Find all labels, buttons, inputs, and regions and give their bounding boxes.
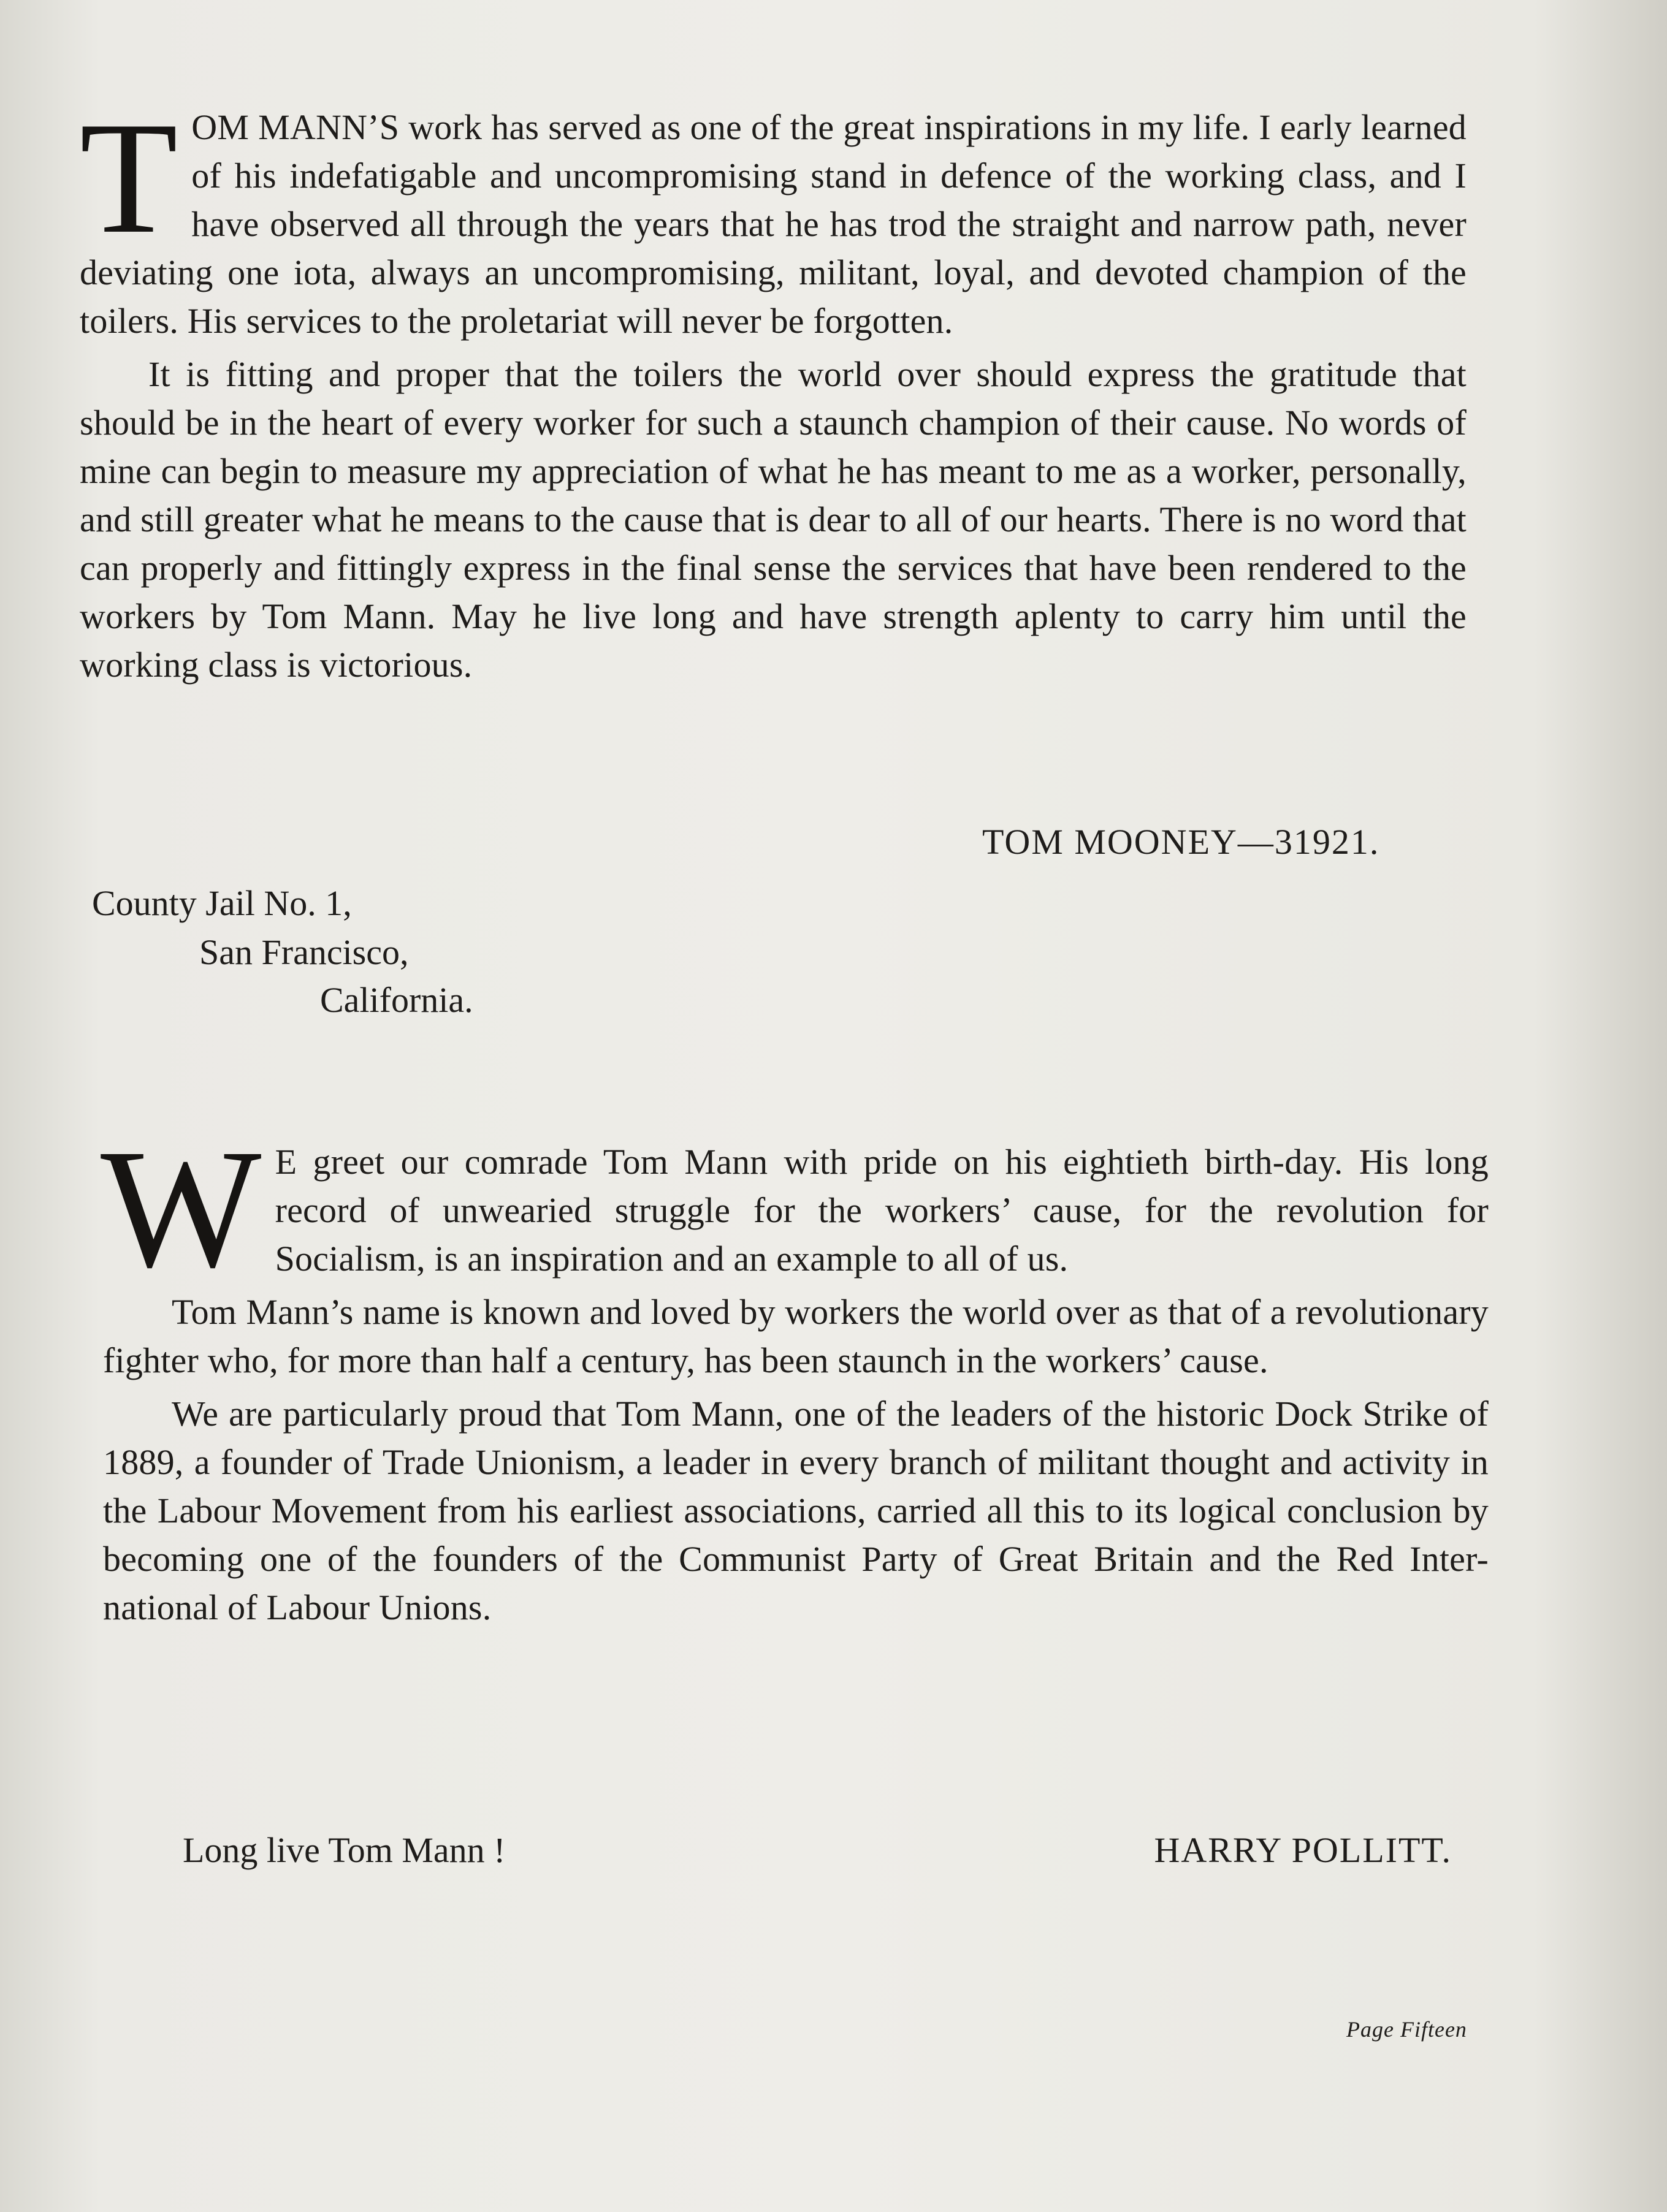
signature-tom-mooney: TOM MOONEY—31921. (982, 822, 1380, 862)
dropcap-t: T (80, 89, 178, 267)
address-line-1: County Jail No. 1, (92, 883, 352, 923)
page-number: Page Fifteen (1346, 2017, 1467, 2042)
letter-mooney-paragraph-1-text: OM MANN’S work has served as one of the great inspirations in my life. I early learned of his indefatigable and uncompromising stand in defence of the working class, and I have observed all through the years that he has trod the straight and narrow path, never deviating one iota, always an uncompromising, militant, loyal, and devoted champion of the toilers. His services to the proletariat will never be forgotten. (80, 107, 1467, 341)
closing-salutation: Long live Tom Mann ! (183, 1830, 506, 1870)
address-line-3: California. (320, 980, 473, 1020)
letter-pollitt-paragraph-2: Tom Mann’s name is known and loved by workers the world over as that of a revolutionary fighter who, for more than half a century, has been staunch in the workers’ cause. (103, 1292, 1489, 1380)
address-line-2: San Francisco, (199, 932, 409, 972)
dropcap-w: W (101, 1114, 262, 1303)
closing-row (103, 1830, 1489, 1885)
letter-pollitt (101, 1114, 1489, 1632)
letter-pollitt-paragraph-1-text: E greet our comrade Tom Mann with pride on his eightieth birth-day. His long record of unwearied struggle for the workers’ cause, for the revolution for Socialism, is an inspiration and an example to all of us. (275, 1142, 1489, 1279)
letter-mooney-paragraph-2: It is fitting and proper that the toilers the world over should express the gratitude that should be in the heart of every worker for such a staunch champion of their cause. No words of mine can begin to measure my appreciation of what he has meant to me as a worker, personally, and still greater what he means to the cause that is dear to all of our hearts. There is no word that can properly and fittingly express in the final sense the services that have been rendered to the workers by Tom Mann. May he live long and have strength aplenty to carry him until the working class is victorious. (80, 354, 1467, 685)
letter-pollitt-paragraph-3: We are particularly proud that Tom Mann, one of the leaders of the historic Dock Strike of 1889, a founder of Trade Unionism, a leader in every branch of militant thought and activity in the Labour Movement from his earliest associations, carried all this to its logical conclusion by becoming one of the founders of the Communist Party of Great Britain and the Red Inter-national of Labour Unions. (103, 1394, 1489, 1627)
signature-harry-pollitt: HARRY POLLITT. (1154, 1830, 1452, 1870)
letter-mooney (80, 89, 1467, 689)
letter-mooney-paragraph-1 (80, 89, 1467, 345)
letter-pollitt-paragraph-1 (101, 1114, 1489, 1303)
